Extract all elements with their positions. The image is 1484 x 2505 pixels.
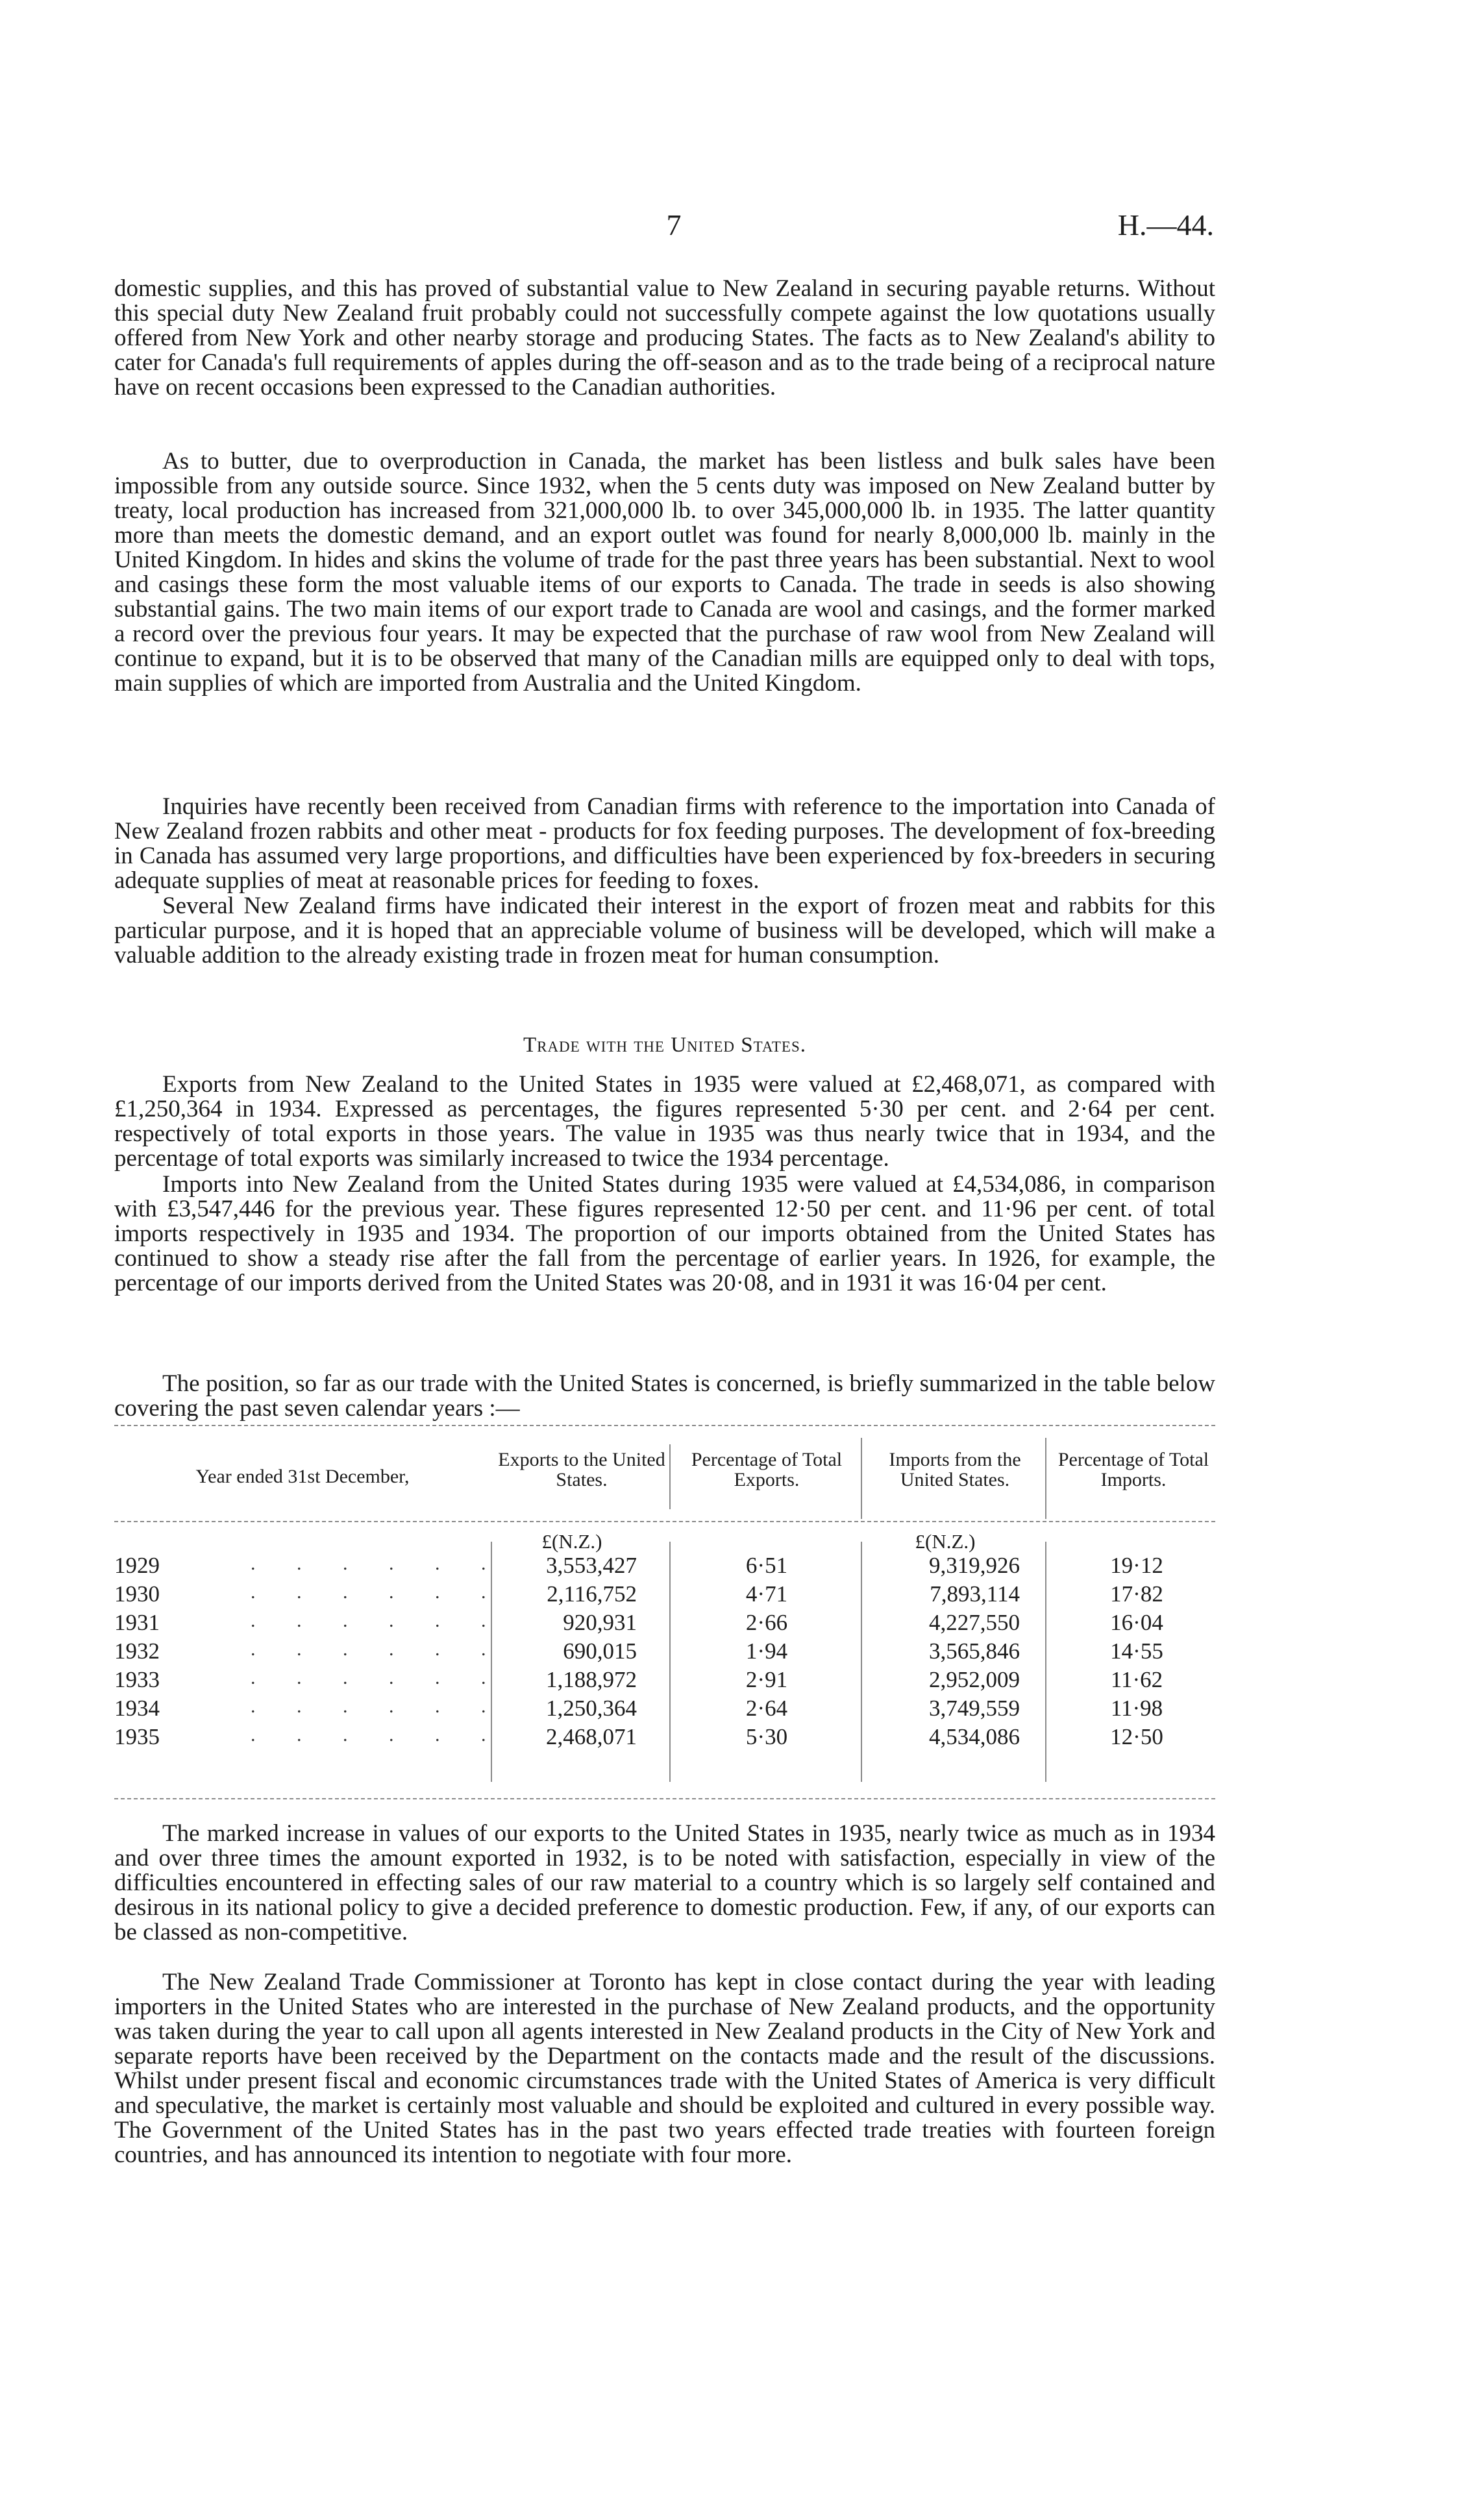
exports-unit: £(N.Z.) [541,1530,602,1553]
row-year: 1933 [114,1667,160,1692]
paragraph-us-exports: Exports from New Zealand to the United States in 1935 were valued at £2,468,071, as compared with £1,250,364 in 1934. Expressed as percentages, the figures represented 5·30 per cent. and 2·64 per cent. respectively of total exports in those years. The value in 1935 was thus nearly twice that in 1934, and the percentage of total exports was similarly increased to twice the 1934 percentage. [114,1071,1215,1172]
paragraph-export-increase: The marked increase in values of our exports to the United States in 1935, nearly twice as much as in 1934 and over three times the amount exported in 1932, is to be noted with satisfaction, especially in view of the difficulties encountered in effecting sales of our raw material to a country which is so largely self contained and desirous in its national policy to give a decided preference to domestic production. Few, if any, of our exports can be classed as non-competitive. [114,1820,1215,1945]
row-exports: 1,250,364 [546,1696,637,1721]
row-imports: 7,893,114 [930,1581,1020,1607]
row-year: 1931 [114,1610,160,1635]
row-exports: 2,116,752 [547,1581,637,1607]
row-leader: . . . . . . [251,1696,504,1717]
column-divider [669,1444,671,1509]
row-exports-percentage: 2·64 [745,1696,788,1721]
row-imports-percentage: 11·62 [1110,1667,1163,1692]
row-leader: . . . . . . [251,1667,504,1688]
row-exports-percentage: 1·94 [745,1638,788,1664]
row-imports: 4,227,550 [929,1610,1020,1635]
header-exports: Exports to the United States. [498,1449,665,1490]
row-imports: 2,952,009 [929,1667,1020,1692]
row-imports-percentage: 16·04 [1110,1610,1163,1635]
imports-unit: £(N.Z.) [915,1530,976,1553]
trade-table [114,1425,1215,1801]
table-bottom-rule [114,1798,1215,1799]
row-year: 1935 [114,1724,160,1749]
row-exports: 2,468,071 [546,1724,637,1749]
row-exports: 690,015 [563,1638,637,1664]
paragraph-butter: As to butter, due to overproduction in Canada, the market has been listless and bulk sales have been impossible from any outside source. Since 1932, when the 5 cents duty was imposed on New Zealand butter by treaty, local production has increased from 321,000,000 lb. to over 345,000,000 lb. in 1935. The latter quantity more than meets the domestic demand, and an export outlet was found for nearly 8,000,000 lb. mainly in the United Kingdom. In hides and skins the volume of trade for the past three years has been substantial. Next to wool and casings these form the most valuable items of our exports to Canada. The trade in seeds is also showing substantial gains. The two main items of our export trade to Canada are wool and casings, and the former marked a record over the previous four years. It may be expected that the purchase of raw wool from New Zealand will continue to expand, but it is to be observed that many of the Canadian mills are equipped only to deal with tops, main supplies of which are imported from Australia and the United Kingdom. [114,448,1215,697]
page-number: 7 [666,208,682,241]
header-exports-percentage: Percentage of Total Exports. [691,1449,843,1490]
row-year: 1929 [114,1553,160,1578]
row-leader: . . . . . . [251,1638,504,1660]
row-imports-percentage: 17·82 [1110,1581,1163,1607]
section-heading: Trade with the United States. [523,1033,807,1057]
column-divider [1045,1542,1046,1782]
row-imports-percentage: 19·12 [1110,1553,1163,1578]
paragraph-frozen-meat: Several New Zealand firms have indicated their interest in the export of frozen meat and rabbits for this particular purpose, and it is hoped that an appreciable volume of business will be developed, which will make a valuable addition to the already existing trade in frozen meat for human consumption. [114,893,1215,969]
column-divider [669,1542,671,1782]
column-divider [1045,1438,1046,1519]
column-divider [861,1438,862,1519]
column-divider [861,1542,862,1782]
row-year: 1932 [114,1638,160,1664]
row-leader: . . . . . . [251,1553,504,1574]
row-imports-percentage: 12·50 [1110,1724,1163,1749]
row-imports: 3,565,846 [929,1638,1020,1664]
row-imports: 4,534,086 [929,1724,1020,1749]
table-top-rule [114,1425,1215,1426]
header-imports-percentage: Percentage of Total Imports. [1057,1449,1209,1490]
paragraph-fox-feeding: Inquiries have recently been received from Canadian firms with reference to the importation into Canada of New Zealand frozen rabbits and other meat - products for fox feeding purposes. The development of fox-breeding in Canada has assumed very large proportions, and difficulties have been experienced by fox-breeders in securing adequate supplies of meat at reasonable prices for feeding to foxes. [114,793,1215,894]
row-leader: . . . . . . [251,1610,504,1631]
row-leader: . . . . . . [251,1724,504,1746]
row-imports: 9,319,926 [929,1553,1020,1578]
row-exports-percentage: 2·66 [745,1610,788,1635]
row-leader: . . . . . . [251,1581,504,1603]
header-year: Year ended 31st December, [195,1466,410,1487]
paragraph-apples: domestic supplies, and this has proved of substantial value to New Zealand in securing payable returns. Without this special duty New Zealand fruit probably could not successfully compete against the low quotations usually offered from New York and other nearby storage and producing States. The facts as to New Zealand's ability to cater for Canada's full requirements of apples during the off-season and as to the trade being of a reciprocal nature have on recent occasions been expressed to the Canadian authorities. [114,275,1215,401]
header-imports: Imports from the United States. [889,1449,1021,1490]
row-exports-percentage: 5·30 [745,1724,788,1749]
paragraph-trade-commissioner: The New Zealand Trade Commissioner at Toronto has kept in close contact during the year with leading importers in the United States who are interested in the purchase of New Zealand products, and the opportunity was taken during the year to call upon all agents interested in New Zealand products in the City of New York and separate reports have been received by the Department on the contacts made and the result of the discussions. Whilst under present fiscal and economic circumstances trade with the United States of America is very difficult and speculative, the market is certainly most valuable and should be exploited and cultured in every possible way. The Government of the United States has in the past two years effected trade treaties with fourteen foreign countries, and has announced its intention to negotiate with four more. [114,1969,1215,2168]
row-imports: 3,749,559 [929,1696,1020,1721]
row-year: 1930 [114,1581,160,1607]
row-imports-percentage: 14·55 [1110,1638,1163,1664]
row-exports-percentage: 6·51 [745,1553,788,1578]
row-exports-percentage: 4·71 [745,1581,788,1607]
row-exports-percentage: 2·91 [745,1667,788,1692]
table-header-rule [114,1521,1215,1522]
row-exports: 3,553,427 [546,1553,637,1578]
paragraph-us-imports: Imports into New Zealand from the United States during 1935 were valued at £4,534,086, in comparison with £3,547,446 for the previous year. These figures represented 12·50 per cent. and 11·96 per cent. of total imports respectively in 1935 and 1934. The proportion of our imports obtained from the United States has continued to show a steady rise after the fall from the percentage of earlier years. In 1926, for example, the percentage of our imports derived from the United States was 20·08, and in 1931 it was 16·04 per cent. [114,1171,1215,1296]
row-exports: 920,931 [563,1610,637,1635]
row-imports-percentage: 11·98 [1110,1696,1163,1721]
document-reference: H.—44. [1117,208,1214,241]
row-year: 1934 [114,1696,160,1721]
paragraph-table-intro: The position, so far as our trade with the United States is concerned, is briefly summarized in the table below covering the past seven calendar years :— [114,1370,1215,1422]
row-exports: 1,188,972 [546,1667,637,1692]
